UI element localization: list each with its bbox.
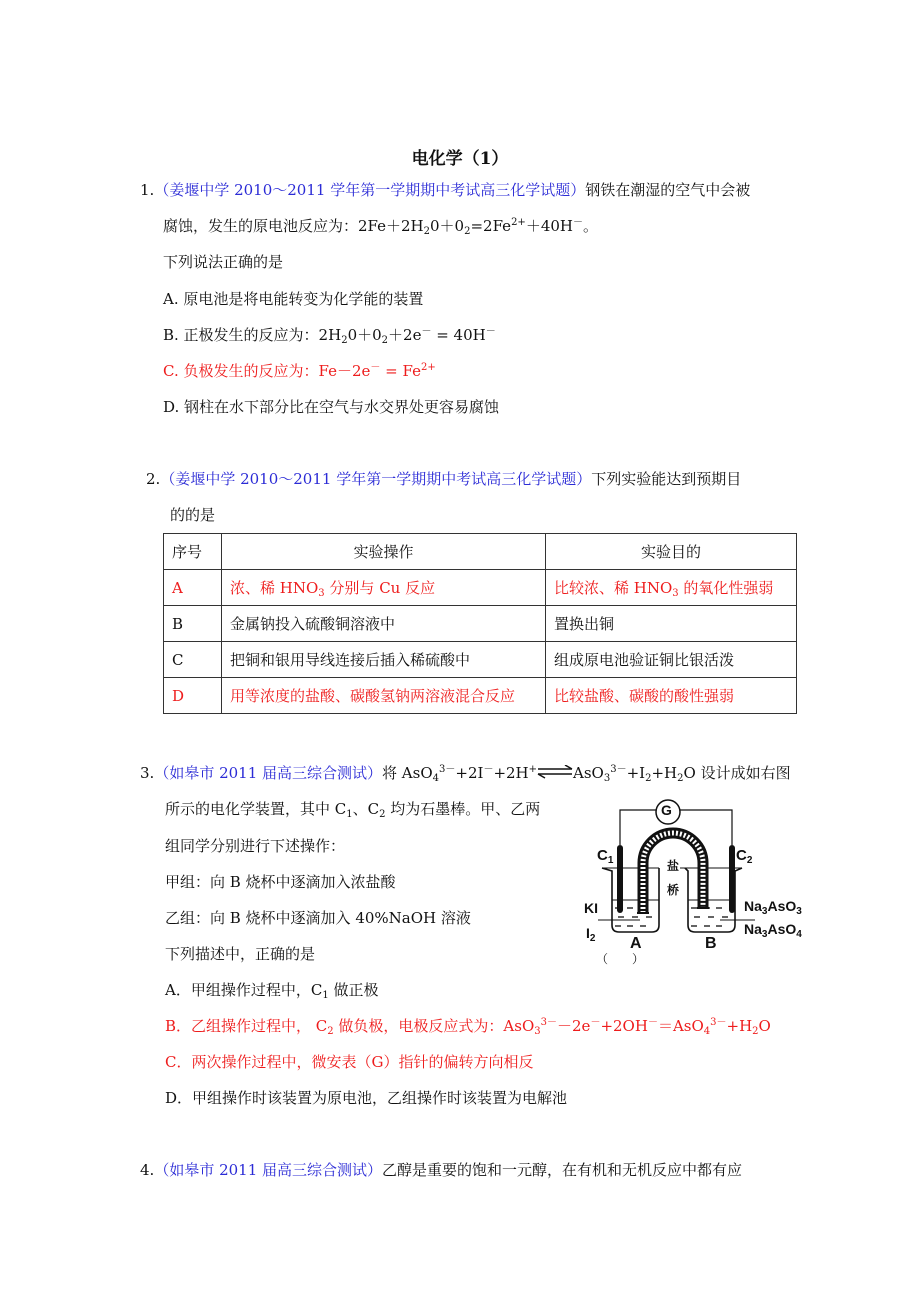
page-title: 电化学（1） [411,149,509,169]
diagram-caption: （ ） [596,952,645,966]
question-4-line-1 [140,1160,742,1180]
subscript: 3 [761,906,768,917]
subscript: 3 [761,929,768,940]
question-3-line-5: 乙组：向 B 烧杯中逐滴加入 40%NaOH 溶液 [165,909,471,927]
subscript: 2 [752,1026,759,1037]
option-text: +H [726,1017,753,1035]
option-text: 0＋0 [347,326,382,344]
option-text: +2OH [600,1017,648,1035]
superscript: 3－ [710,1017,727,1028]
superscript: － [421,326,432,337]
subscript: 3 [534,1026,541,1037]
option-text: = Fe [380,362,421,380]
question-number: 1. [140,181,155,199]
question-number: 4. [140,1161,155,1179]
table-cell-operation: 金属钠投入硫酸铜溶液中 [222,606,546,642]
equation-text: +H [651,764,678,782]
table-row [164,570,797,606]
option-text: = 40H [431,326,486,344]
equation-text: +2I [455,764,484,782]
question-2-line-1 [146,469,741,489]
stem-text: 0＋0 [430,217,465,235]
question-2-line-2: 的的是 [170,506,216,524]
question-3-line-4: 甲组：向 B 烧杯中逐滴加入浓盐酸 [165,873,396,891]
superscript: 3－ [610,764,627,775]
stem-text: =2Fe [470,217,512,235]
question-3-line-1 [140,763,791,783]
beaker-a-label: A [630,935,642,952]
cell-text: 的氧化性强弱 [678,579,774,597]
table-row [164,642,797,678]
galvanometer-label: G [661,802,672,818]
question-stem: 钢铁在潮湿的空气中会被 [585,181,751,199]
superscript: + [528,764,538,775]
label-text: Na [744,898,762,914]
subscript: 3 [318,588,325,599]
cell-text: 比较浓、稀 HNO [554,579,673,597]
subscript: 1 [346,809,353,820]
table-cell-id: D [164,678,222,714]
superscript: 2+ [420,362,436,373]
subscript: 2 [379,809,386,820]
subscript: 2 [423,226,431,237]
option-b-correct [165,1016,771,1036]
salt-bridge-label-2: 桥 [667,883,680,897]
option-b [163,325,496,345]
stem-text: 、C [352,800,380,818]
label-text: AsO [767,898,797,914]
subscript: 4 [432,773,440,784]
electrode-c2-label [736,847,752,864]
question-prompt: 下列说法正确的是 [163,253,284,271]
equation-text: AsO [573,764,604,782]
question-stem: 下列实验能达到预期目 [591,470,742,488]
superscript: － [572,217,583,228]
subscript: 2 [464,226,471,237]
beaker-b-label: B [705,935,717,952]
electrochemical-cell-diagram [580,795,810,970]
superscript: － [370,362,381,373]
option-text: C. 负极发生的反应为：Fe－2e [163,362,371,380]
subscript: 2 [327,1026,334,1037]
i2-label [586,925,596,944]
electrode-c1-label [597,847,613,864]
table-cell-id: A [164,570,222,606]
option-text: B. 正极发生的反应为：2H [163,326,342,344]
table-header-row [164,534,797,570]
equation-text: 将 AsO [382,764,433,782]
salt-bridge-label-1: 盐 [667,859,680,873]
subscript: 3 [603,773,611,784]
stem-text: ＋40H [525,217,573,235]
label-text: Na [744,921,762,937]
table-row [164,606,797,642]
label-text: I [586,925,590,941]
subscript: 4 [703,1026,711,1037]
option-a: A. 原电池是将电能转变为化学能的装置 [163,290,424,308]
superscript: － [590,1017,601,1028]
question-source: （如皋市 2011 届高三综合测试） [154,764,383,782]
question-3-line-6: 下列描述中，正确的是 [165,945,316,963]
subscript: 2 [341,335,348,346]
option-c-correct: C．两次操作过程中，微安表（G）指针的偏转方向相反 [165,1053,534,1071]
superscript: 3－ [439,764,456,775]
stem-text: 。 [582,217,598,235]
subscript: 2 [589,933,596,944]
subscript: 2 [645,773,652,784]
question-number: 2. [146,470,161,488]
superscript: － [485,326,496,337]
option-text: B．乙组操作过程中， C [165,1017,328,1035]
question-stem: 乙醇是重要的饱和一元醇，在有机和无机反应中都有应 [382,1161,743,1179]
option-text: 做正极 [328,981,379,999]
superscript: 3－ [540,1017,558,1028]
question-3-line-2 [165,799,540,819]
subscript: 4 [796,929,802,940]
subscript: 3 [796,906,802,917]
option-d: D. 钢柱在水下部分比在空气与水交界处更容易腐蚀 [163,398,500,416]
option-text: O [758,1017,771,1035]
equilibrium-arrow-icon [537,765,573,779]
option-a [165,980,378,1000]
table-cell-goal [546,570,797,606]
subscript: 2 [677,773,684,784]
question-source: （如皋市 2011 届高三综合测试） [154,1161,383,1179]
subscript: 3 [672,588,679,599]
superscript: 2+ [511,217,526,228]
label-text: C [597,847,608,864]
stem-text: 均为石墨棒。甲、乙两 [385,800,541,818]
option-d: D．甲组操作时该装置为原电池，乙组操作时该装置为电解池 [165,1089,568,1107]
equation-text: +I [626,764,646,782]
na3aso3-label [744,898,802,917]
cell-text: 分别与 Cu 反应 [324,579,436,597]
na3aso4-label [744,921,802,940]
table-cell-operation [222,570,546,606]
question-source: （姜堰中学 2010～2011 学年第一学期期中考试高三化学试题） [154,181,586,199]
subscript: 1 [322,990,329,1001]
table-header: 实验目的 [546,534,797,570]
question-1-line-1 [140,180,750,200]
option-text: －2e [557,1017,591,1035]
cell-text: 浓、稀 HNO [230,579,319,597]
table-row [164,678,797,714]
table-cell-operation: 把铜和银用导线连接后插入稀硫酸中 [222,642,546,678]
equation-text: O 设计成如右图 [683,764,791,782]
table-cell-id: B [164,606,222,642]
label-text: C [736,847,747,864]
superscript: － [647,1017,658,1028]
table-cell-goal: 组成原电池验证铜比银活泼 [546,642,797,678]
ki-label: KI [584,900,598,916]
cell-apparatus-drawing [580,795,810,970]
question-1-line-2 [163,216,598,236]
table-cell-goal: 比较盐酸、碳酸的酸性强弱 [546,678,797,714]
subscript: 2 [746,855,753,866]
table-cell-id: C [164,642,222,678]
superscript: － [483,764,494,775]
option-text: ＝AsO [657,1017,704,1035]
stem-text: 腐蚀，发生的原电池反应为：2Fe＋2H [163,217,424,235]
subscript: 1 [607,855,614,866]
subscript: 2 [381,335,389,346]
question-number: 3. [140,764,155,782]
option-text: A．甲组操作过程中，C [165,981,323,999]
option-text: 做负极，电极反应式为：AsO [333,1017,535,1035]
question-3-line-3: 组同学分别进行下述操作： [165,837,346,855]
option-c-correct [163,361,436,381]
equation-text: +2H [493,764,529,782]
table-cell-operation: 用等浓度的盐酸、碳酸氢钠两溶液混合反应 [222,678,546,714]
question-source: （姜堰中学 2010～2011 学年第一学期期中考试高三化学试题） [160,470,592,488]
stem-text: 所示的电化学装置，其中 C [165,800,347,818]
option-text: ＋2e [388,326,422,344]
table-header: 实验操作 [222,534,546,570]
label-text: AsO [767,921,797,937]
experiment-table [163,533,797,714]
table-header: 序号 [164,534,222,570]
table-cell-goal: 置换出铜 [546,606,797,642]
